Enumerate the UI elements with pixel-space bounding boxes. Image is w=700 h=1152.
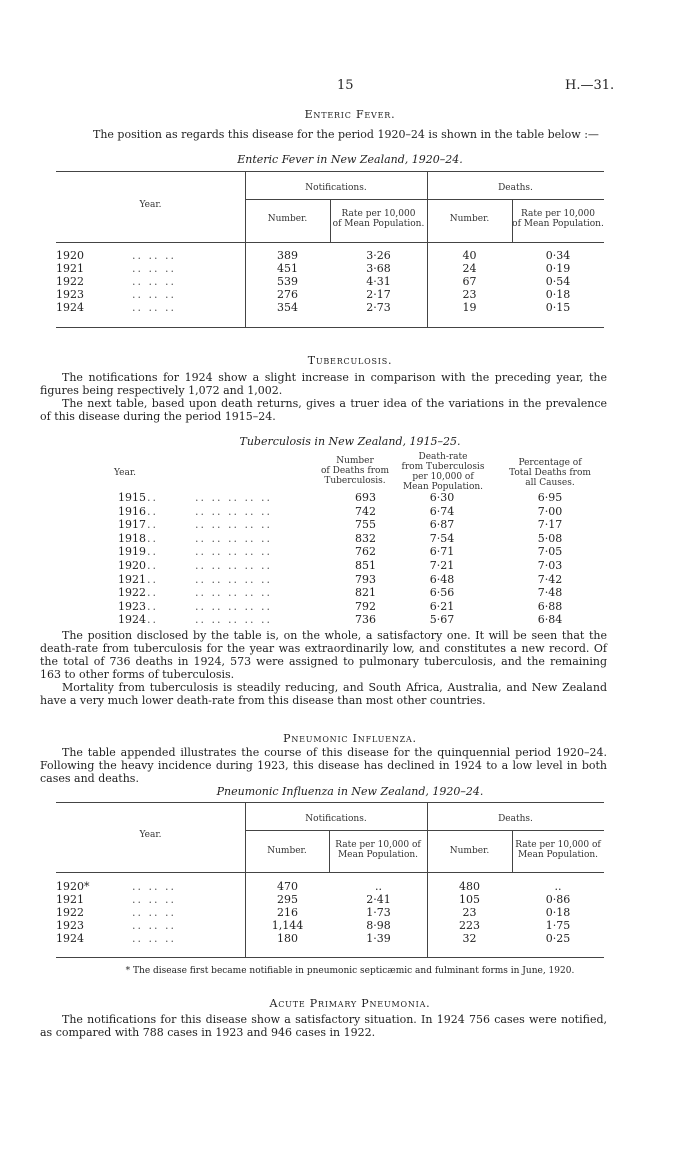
deaths-cell: 755: [355, 518, 376, 532]
leader-dots: .. .. .. .. ..: [195, 531, 272, 545]
deaths-cell: 736: [355, 613, 376, 627]
leader-dots: .. .. ..: [132, 893, 176, 906]
table-row: [0, 506, 700, 518]
percentage-cell: 7·05: [537, 545, 563, 559]
notifications-number-cell: 354: [277, 301, 298, 314]
year-cell: 1920: [118, 559, 146, 572]
death-rate-cell: 6·56: [429, 586, 455, 600]
deaths-number-cell: 40: [462, 249, 477, 262]
table-row: [0, 920, 700, 932]
table-row: [0, 881, 700, 893]
percentage-cell: 6·84: [537, 613, 563, 627]
table-row: [0, 907, 700, 919]
col-header-number: Number.: [449, 214, 490, 224]
death-rate-cell: 5·67: [429, 613, 455, 627]
notifications-rate-cell: ..: [375, 880, 382, 893]
leader-dots: ..: [147, 599, 158, 613]
leader-dots: .. .. ..: [132, 262, 176, 275]
death-rate-cell: 6·30: [429, 491, 455, 504]
percentage-cell: 6·88: [537, 599, 563, 613]
influenza-heading: Pneumonic Influenza.: [283, 732, 417, 745]
col-header-number: Number.: [449, 846, 490, 856]
year-cell: 1922: [56, 906, 84, 919]
deaths-cell: 762: [355, 545, 376, 559]
table-row: [0, 302, 700, 314]
notifications-rate-cell: 3·68: [366, 262, 391, 275]
leader-dots: ..: [147, 491, 158, 504]
table-row: [0, 519, 700, 531]
leader-dots: .. .. .. .. ..: [195, 518, 272, 532]
col-header-percentage: Percentage of Total Deaths from all Causes.: [509, 458, 591, 488]
year-cell: 1922: [56, 275, 84, 288]
leader-dots: .. .. .. .. ..: [195, 504, 272, 518]
deaths-number-cell: 24: [462, 262, 477, 275]
percentage-cell: 7·03: [537, 559, 563, 572]
leader-dots: .. .. ..: [132, 249, 176, 262]
deaths-rate-cell: 0·15: [545, 301, 571, 314]
col-header-year: Year.: [139, 200, 162, 210]
notifications-rate-cell: 3·26: [366, 249, 391, 262]
table-rule: [56, 242, 604, 243]
deaths-number-cell: 67: [462, 275, 477, 288]
col-header-notifications: Notifications.: [305, 183, 367, 193]
death-rate-cell: 6·87: [429, 518, 455, 532]
leader-dots: .. .. ..: [132, 919, 176, 932]
deaths-cell: 832: [355, 531, 376, 545]
table-row: [0, 263, 700, 275]
notifications-number-cell: 539: [277, 275, 298, 288]
leader-dots: .. .. .. .. ..: [195, 613, 272, 627]
table-row: [0, 933, 700, 945]
year-cell: 1921: [118, 572, 146, 586]
col-header-rate: Rate per 10,000 of Mean Population.: [512, 209, 604, 229]
influenza-footnote: * The disease first became notifiable in pneumonic septicæmic and fulminant forms in June, 1920.: [125, 966, 575, 976]
deaths-number-cell: 105: [459, 893, 480, 906]
year-cell: 1924: [56, 301, 84, 314]
influenza-paragraph-1: The table appended illustrates the course of this disease for the quinquennial period 1920–24. Following the heavy incidence during 1923, this disease has declined in 1924 to a low level in both cases and deaths.: [40, 746, 607, 785]
tuberculosis-paragraph-2: The next table, based upon death returns, gives a truer idea of the variations in the prevalence of this disease during the period 1915–24.: [40, 397, 607, 423]
deaths-rate-cell: 0·34: [545, 249, 571, 262]
death-rate-cell: 7·21: [429, 559, 455, 572]
deaths-number-cell: 19: [462, 301, 477, 314]
year-cell: 1921: [56, 893, 84, 906]
year-cell: 1916: [118, 504, 146, 518]
death-rate-cell: 6·71: [429, 545, 455, 559]
percentage-cell: 7·17: [537, 518, 563, 532]
year-cell: 1923: [56, 288, 84, 301]
table-row: [0, 614, 700, 626]
deaths-cell: 793: [355, 572, 376, 586]
col-header-deaths: Deaths.: [498, 814, 533, 824]
deaths-rate-cell: 0·18: [545, 288, 571, 301]
deaths-number-cell: 480: [459, 880, 480, 893]
deaths-rate-cell: 0·54: [545, 275, 571, 288]
leader-dots: .. .. ..: [132, 932, 176, 945]
deaths-cell: 851: [355, 559, 376, 572]
notifications-number-cell: 276: [277, 288, 298, 301]
table-row: [0, 601, 700, 613]
col-header-deaths: Number of Deaths from Tuberculosis.: [321, 456, 389, 486]
pneumonia-heading: Acute Primary Pneumonia.: [269, 997, 431, 1010]
notifications-rate-cell: 1·73: [366, 906, 391, 919]
death-rate-cell: 7·54: [429, 531, 455, 545]
deaths-cell: 693: [355, 491, 376, 504]
table-rule: [245, 199, 604, 200]
death-rate-cell: 6·21: [429, 599, 455, 613]
enteric-heading: Enteric Fever.: [304, 108, 396, 121]
percentage-cell: 7·42: [537, 572, 563, 586]
year-cell: 1918: [118, 531, 146, 545]
leader-dots: .. .. ..: [132, 288, 176, 301]
leader-dots: .. .. ..: [132, 301, 176, 314]
table-row: [0, 894, 700, 906]
notifications-number-cell: 295: [277, 893, 298, 906]
year-cell: 1924: [118, 613, 146, 627]
year-cell: 1915: [118, 491, 146, 504]
deaths-cell: 792: [355, 599, 376, 613]
col-header-deaths: Deaths.: [498, 183, 533, 193]
col-header-year: Year.: [139, 830, 162, 840]
deaths-number-cell: 23: [462, 288, 477, 301]
leader-dots: .. .. .. .. ..: [195, 491, 272, 504]
col-header-notifications: Notifications.: [305, 814, 367, 824]
page-number: 15: [337, 78, 354, 93]
pneumonia-paragraph-1: The notifications for this disease show a satisfactory situation. In 1924 756 cases were notified, as compared with 788 cases in 1923 and 946 cases in 1922.: [40, 1013, 607, 1039]
deaths-rate-cell: ..: [554, 880, 562, 893]
percentage-cell: 5·08: [537, 531, 563, 545]
tuberculosis-paragraph-3: The position disclosed by the table is, on the whole, a satisfactory one. It will be seen that the death-rate from tuberculosis for the year was extraordinarily low, and constitutes a new record. Of the total of 736 deaths in 1924, 573 were assigned to pulmonary tuberculosis, and the remaining 163 to other forms of tuberculosis.: [40, 629, 607, 681]
notifications-number-cell: 216: [277, 906, 298, 919]
table-row: [0, 492, 700, 504]
col-header-rate: Rate per 10,000 of Mean Population.: [515, 840, 601, 860]
leader-dots: ..: [147, 518, 158, 532]
year-cell: 1920: [56, 249, 84, 262]
col-header-rate: Rate per 10,000 of Mean Population.: [332, 209, 425, 229]
deaths-rate-cell: 0·86: [545, 893, 571, 906]
tuberculosis-heading: Tuberculosis.: [307, 354, 393, 367]
year-cell: 1917: [118, 518, 146, 532]
deaths-number-cell: 32: [462, 932, 477, 945]
col-header-number: Number.: [267, 214, 308, 224]
leader-dots: ..: [147, 613, 158, 627]
leader-dots: .. .. .. .. ..: [195, 572, 272, 586]
leader-dots: .. .. ..: [132, 880, 176, 893]
leader-dots: .. .. ..: [132, 906, 176, 919]
notifications-rate-cell: 8·98: [366, 919, 391, 932]
leader-dots: .. .. ..: [132, 275, 176, 288]
percentage-cell: 6·95: [537, 491, 563, 504]
notifications-rate-cell: 2·73: [366, 301, 391, 314]
table-rule: [56, 872, 604, 873]
leader-dots: ..: [147, 545, 158, 559]
year-cell: 1919: [118, 545, 146, 559]
col-header-year: Year.: [113, 468, 137, 478]
notifications-rate-cell: 2·17: [366, 288, 391, 301]
deaths-rate-cell: 0·19: [545, 262, 571, 275]
leader-dots: ..: [147, 531, 158, 545]
table-row: [0, 574, 700, 586]
leader-dots: .. .. .. .. ..: [195, 559, 272, 572]
influenza-caption: Pneumonic Influenza in New Zealand, 1920–24.: [216, 785, 484, 798]
year-cell: 1923: [118, 599, 146, 613]
tuberculosis-paragraph-4: Mortality from tuberculosis is steadily reducing, and South Africa, Australia, and New Zealand have a very much lower death-rate from this disease than most other countries.: [40, 681, 607, 707]
table-rule: [56, 327, 604, 328]
notifications-rate-cell: 2·41: [366, 893, 391, 906]
leader-dots: ..: [147, 586, 158, 600]
table-rule: [56, 171, 604, 172]
table-row: [0, 533, 700, 545]
leader-dots: ..: [147, 504, 158, 518]
notifications-number-cell: 180: [277, 932, 298, 945]
col-header-rate: Rate per 10,000 of Mean Population.: [335, 840, 421, 860]
tuberculosis-paragraph-1: The notifications for 1924 show a slight increase in comparison with the preceding year, the figures being respectively 1,072 and 1,002.: [40, 371, 607, 397]
deaths-number-cell: 23: [462, 906, 477, 919]
year-cell: 1921: [56, 262, 84, 275]
notifications-number-cell: 389: [277, 249, 298, 262]
notifications-number-cell: 451: [277, 262, 298, 275]
notifications-number-cell: 470: [277, 880, 298, 893]
table-rule: [245, 830, 604, 831]
table-row: [0, 546, 700, 558]
tuberculosis-caption: Tuberculosis in New Zealand, 1915–25.: [239, 435, 461, 448]
notifications-number-cell: 1,144: [271, 919, 304, 932]
table-row: [0, 560, 700, 572]
deaths-rate-cell: 0·25: [545, 932, 571, 945]
table-row: [0, 276, 700, 288]
deaths-cell: 742: [355, 504, 376, 518]
enteric-intro: The position as regards this disease for the period 1920–24 is shown in the table below :—: [93, 128, 599, 141]
notifications-rate-cell: 1·39: [366, 932, 391, 945]
death-rate-cell: 6·74: [429, 504, 455, 518]
deaths-rate-cell: 1·75: [545, 919, 571, 932]
deaths-cell: 821: [355, 586, 376, 600]
percentage-cell: 7·00: [537, 504, 563, 518]
death-rate-cell: 6·48: [429, 572, 455, 586]
leader-dots: .. .. .. .. ..: [195, 545, 272, 559]
leader-dots: .. .. .. .. ..: [195, 599, 272, 613]
table-rule: [56, 802, 604, 803]
table-row: [0, 289, 700, 301]
table-row: [0, 250, 700, 262]
deaths-rate-cell: 0·18: [545, 906, 571, 919]
deaths-number-cell: 223: [459, 919, 480, 932]
document-reference: H.—31.: [565, 78, 615, 93]
table-row: [0, 587, 700, 599]
col-header-death-rate: Death-rate from Tuberculosis per 10,000 of Mean Population.: [401, 452, 485, 492]
notifications-rate-cell: 4·31: [366, 275, 391, 288]
year-cell: 1922: [118, 586, 146, 600]
year-cell: 1923: [56, 919, 84, 932]
enteric-caption: Enteric Fever in New Zealand, 1920–24.: [237, 153, 463, 166]
percentage-cell: 7·48: [537, 586, 563, 600]
table-rule: [56, 957, 604, 958]
leader-dots: ..: [147, 559, 158, 572]
year-cell: 1924: [56, 932, 84, 945]
leader-dots: .. .. .. .. ..: [195, 586, 272, 600]
col-header-number: Number.: [267, 846, 307, 856]
year-cell: 1920*: [56, 880, 90, 893]
leader-dots: ..: [147, 572, 158, 586]
